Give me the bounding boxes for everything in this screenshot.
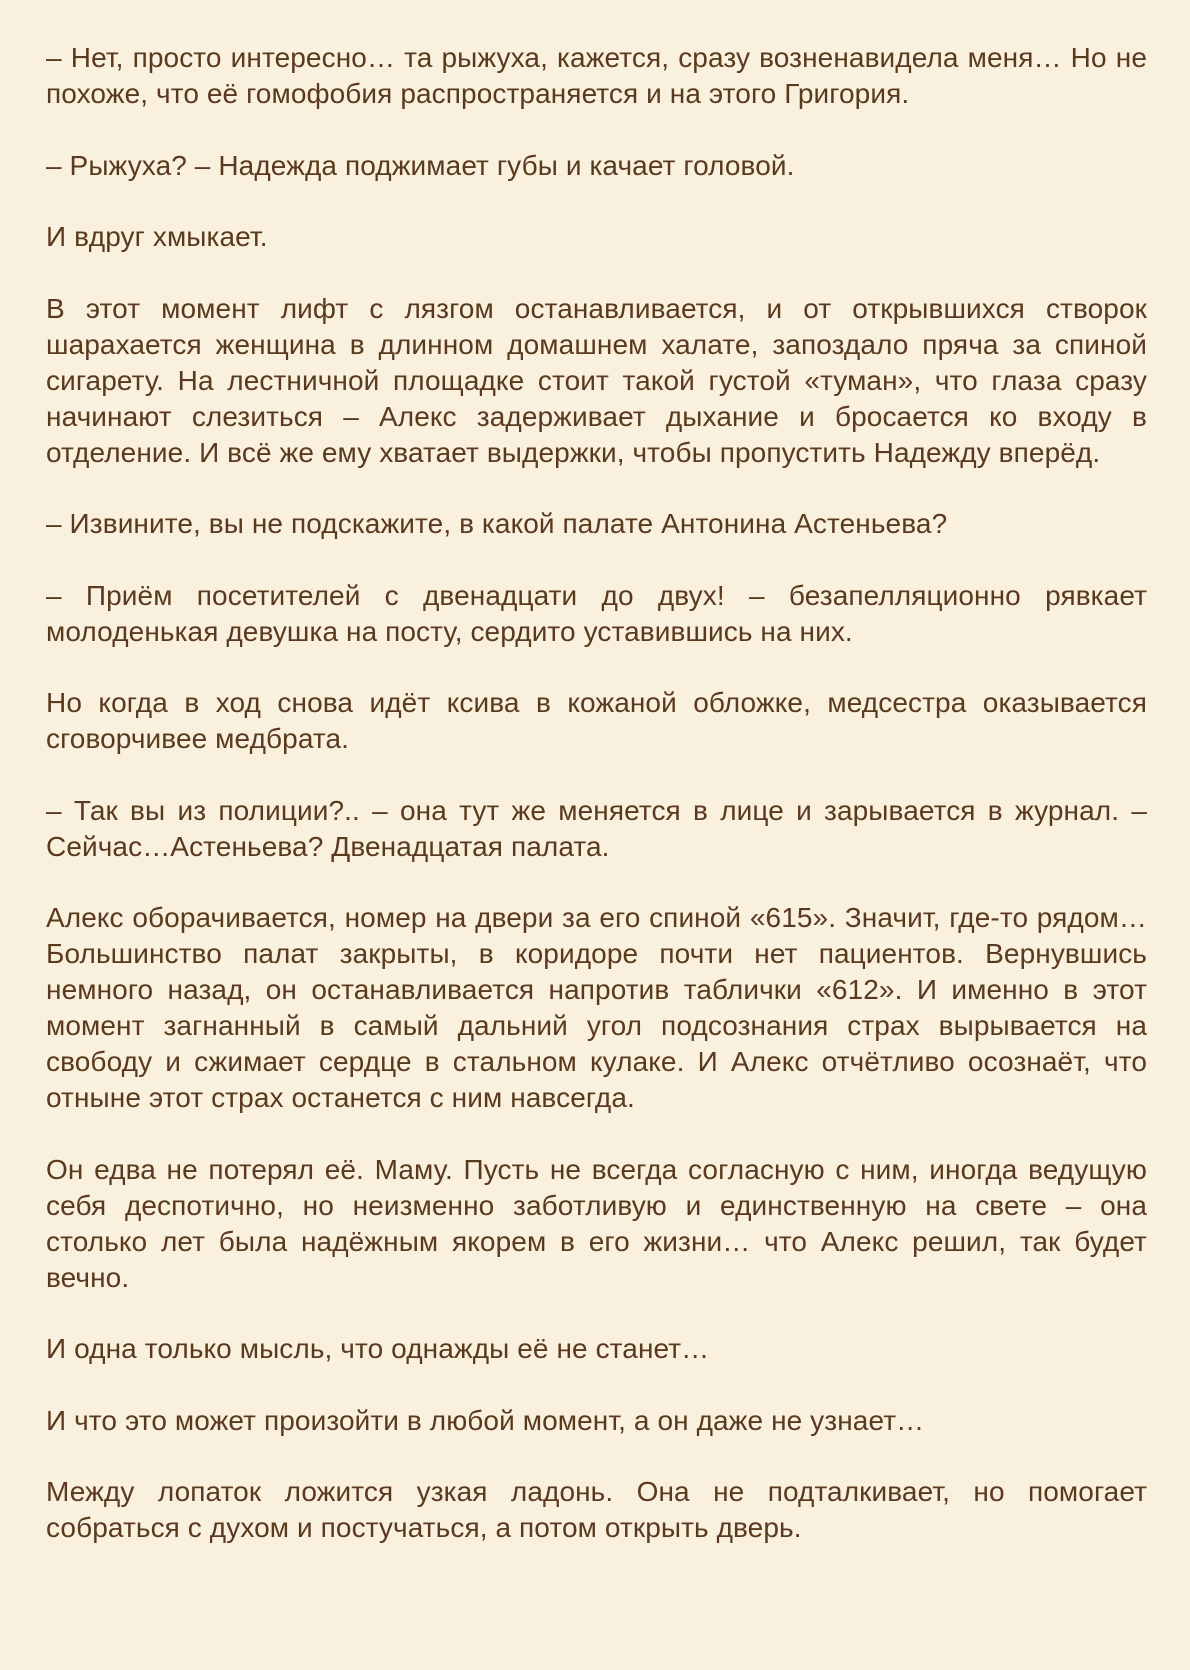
paragraph: И что это может произойти в любой момент, а он даже не узнает…: [46, 1404, 925, 1436]
paragraph: – Приём посетителей с двенадцати до двух! – безапелляционно рявкает молоденькая девушка на посту, сердито уставившись на них.: [46, 579, 1147, 647]
paragraph: И одна только мысль, что однажды её не станет…: [46, 1333, 710, 1364]
paragraph: – Так вы из полиции?.. – она тут же меняется в лице и зарывается в журнал. – Сейчас…Астеньева? Двенадцатая палата.: [46, 794, 1147, 862]
paragraph: Между лопаток ложится узкая ладонь. Она не подталкивает, но помогает собраться с духом и постучаться, а потом открыть дверь.: [46, 1476, 1147, 1543]
paragraph: – Рыжуха? – Надежда поджимает губы и качает головой.: [46, 149, 795, 181]
paragraph: И вдруг хмыкает.: [46, 221, 268, 252]
paragraph: Алекс оборачивается, номер на двери за его спиной «615». Значит, где-то рядом… Большинство палат закрыты, в коридоре почти нет пациентов. Вернувшись немного назад, он останавливается напротив таблички «612». И именно в этот момент загнанный в самый дальний угол подсознания страх вырывается на свободу и сжимает сердце в стальном кулаке. И Алекс отчётливо осознаёт, что отныне этот страх останется с ним навсегда.: [46, 902, 1147, 1113]
paragraph: – Извините, вы не подскажите, в какой палате Антонина Астеньева?: [46, 508, 948, 539]
paragraph: Он едва не потерял её. Маму. Пусть не всегда согласную с ним, иногда ведущую себя деспотично, но неизменно заботливую и единственную на свете – она столько лет была надёжным якорем в его жизни… что Алекс решил, так будет вечно.: [46, 1153, 1147, 1293]
paragraph: – Нет, просто интересно… та рыжуха, кажется, сразу возненавидела меня… Но не похоже, что её гомофобия распространяется и на этого Григория.: [46, 42, 1147, 109]
paragraph: В этот момент лифт с лязгом останавливается, и от открывшихся створок шарахается женщина в длинном домашнем халате, запоздало пряча за спиной сигарету. На лестничной площадке стоит такой густой «туман», что глаза сразу начинают слезиться – Алекс задерживает дыхание и бросается ко входу в отделение. И всё же ему хватает выдержки, чтобы пропустить Надежду вперёд.: [46, 292, 1147, 468]
paragraph: Но когда в ход снова идёт ксива в кожаной обложке, медсестра оказывается сговорчивее медбрата.: [46, 687, 1147, 754]
